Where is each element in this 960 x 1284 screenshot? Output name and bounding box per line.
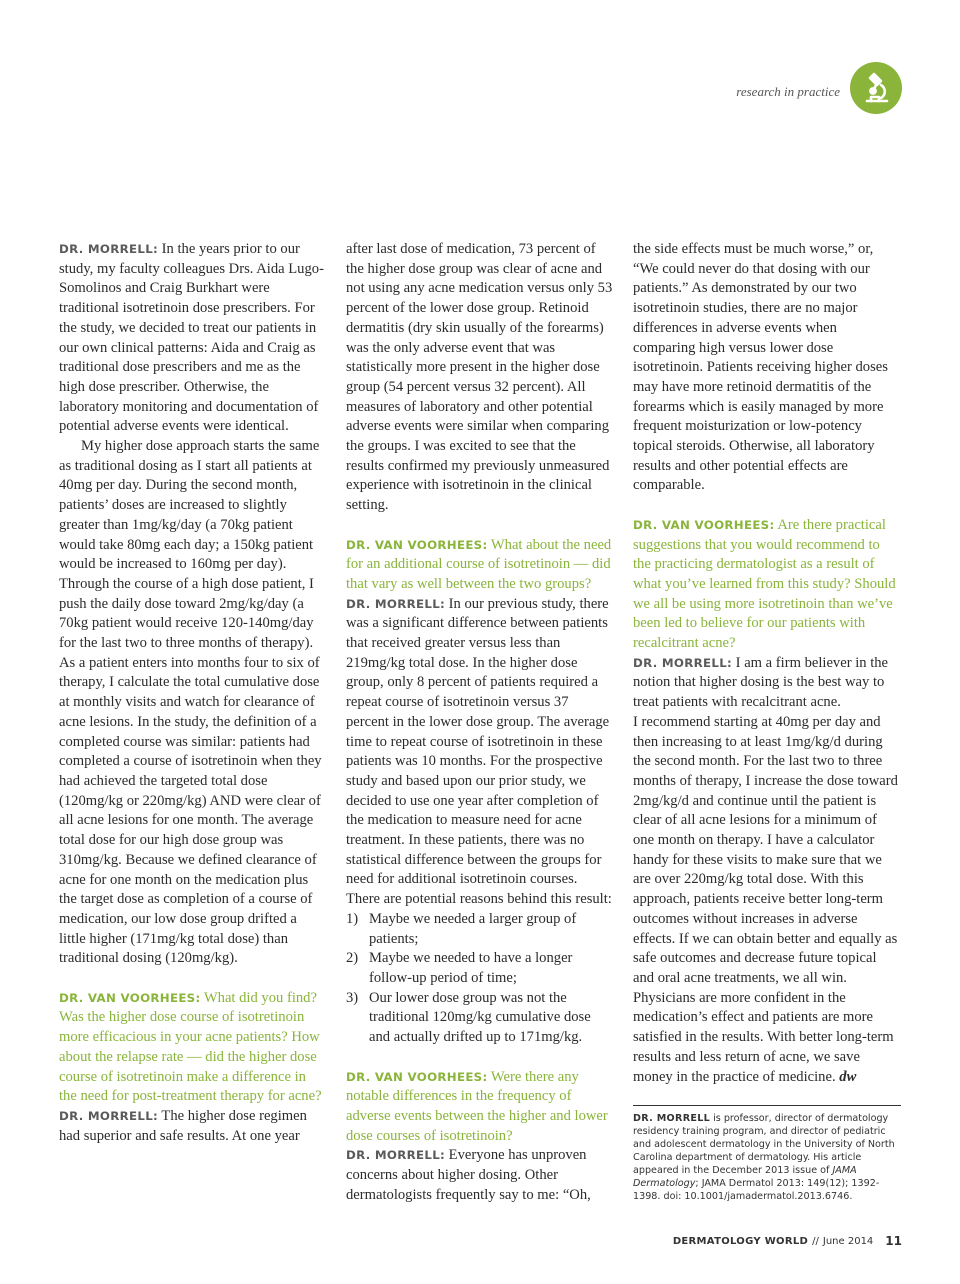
page-number: 11 [885,1234,902,1248]
list-item [346,989,614,1048]
bio-text: is professor, director of dermatology residency training program, and director of pediatric and adolescent dermatology in the University of North Carolina department of dermatology. His article appeared in the December 2013 issue of [633,1113,895,1177]
list-text: Maybe we needed to have a longer follow-up period of time; [369,950,573,986]
answer [346,1146,614,1205]
list-text: Maybe we needed a larger group of patients; [369,910,577,947]
speaker-label: DR. MORRELL: [633,655,733,670]
list-item [346,949,614,988]
column-3 [633,240,901,1203]
question [346,1068,614,1147]
page-header [736,62,902,114]
list-number: 1) [346,910,359,927]
speaker-label: DR. VAN VOORHEES: [59,990,201,1005]
question [59,989,327,1107]
answer-text: I am a firm believer in the notion that higher dosing is the best way to treat patients with recalcitrant acne. [633,654,889,711]
paragraph: My higher dose approach starts the same as traditional dosing as I start all patients at 40mg per day. During the second month, patients’ doses are increased to slightly greater than 1mg/kg/day (a 70kg patient would take 80mg each day; a 150kg patient would be increased to 160mg per day). Through the course of a high dose patient, I push the daily dose toward 2mg/kg/day (a 70kg patient would receive 120-140mg/day for the last two to three months of therapy). As a patient enters into months four to six of therapy, I calculate the total cumulative dose at monthly visits and watch for clearance of acne lesions. In the study, the definition of a completed course was similar: patients had completed a course of isotretinoin when they had achieved the targeted total dose (120mg/kg or 220mg/kg) AND were clear of all acne lesions for one month. The average total dose for our high dose group was 310mg/kg. Because we defined clearance of acne for one month on the medication plus the target dose as completion of a course of medication, our low dose group drifted a little higher (171mg/kg total dose) than traditional dosing (120mg/kg). [59,438,322,967]
magazine-name: DERMATOLOGY WORLD [672,1235,809,1247]
reasons-list [346,910,614,1048]
speaker-label: DR. MORRELL: [346,1148,446,1163]
answer [346,595,614,910]
bio-divider [633,1105,901,1106]
paragraph [633,713,901,1087]
footer-separator: // [812,1235,819,1247]
speaker-label: DR. VAN VOORHEES: [346,1069,488,1084]
column-1 [59,240,327,1146]
paragraph-text: In the years prior to our study, my faculty colleagues Drs. Aida Lugo-Somolinos and Craig Burkhart were traditional isotretinoin dose prescribers. For the study, we decided to treat our patients in our own clinical patterns: Aida and Craig as traditional dose prescribers and me as the high dose prescriber. Otherwise, the laboratory monitoring and documentation of potential adverse events were identical. [59,241,324,435]
question-text: What about the need for an additional course of isotretinoin — did that vary as well between the two groups? [346,536,612,592]
issue-date: June 2014 [822,1235,874,1247]
list-number: 3) [346,989,359,1006]
author-bio [633,1112,901,1203]
paragraph: the side effects must be much worse,” or, “We could never do that dosing with our patients.” As demonstrated by our two isotretinoin studies, there are no major differences in adverse events when comparing high versus lower dose isotretinoin. Patients receiving higher doses may have more retinoid dermatitis of the forearms which is easily managed by more frequent moisturization or low-potency topical steroids. Otherwise, all laboratory results and other potential effects are comparable. [633,241,888,494]
paragraph: after last dose of medication, 73 percent of the higher dose group was clear of acne and not using any acne medication versus only 53 percent of the lower dose group. Retinoid dermatitis (dry skin usually of the forearms) was the only adverse event that was statistically more present in the higher dose group (54 percent versus 32 percent). All measures of laboratory and other potential adverse events were similar when comparing the groups. I was excited to see that the results confirmed my previously unmeasured experience with isotretinoin in the clinical setting. [346,241,613,514]
list-item [346,910,614,949]
speaker-label: DR. MORRELL: [59,242,159,256]
speaker-label: DR. VAN VOORHEES: [633,517,775,532]
bio-citation: ; JAMA Dermatol 2013: 149(12); 1392-1398. doi: 10.1001/jamadermatol.2013.6746. [633,1178,880,1203]
answer-text: The higher dose regimen had superior and safe results. At one year [59,1107,307,1144]
question-text: Are there practical suggestions that you would recommend to the practicing dermatologist as a result of what you’ve learned from this study? Should we all be using more isotretinoin than we’ve been led to believe for our patients with recalcitrant acne? [633,516,896,652]
question-text: What did you find? Was the higher dose course of isotretinoin more efficacious in your acne patients? How about the relapse rate — did the higher dose course of isotretinoin make a difference in the need for post-treatment therapy for acne? [59,989,322,1105]
paragraph-text: I recommend starting at 40mg per day and then increasing to at least 1mg/kg/d during the second month. For the last two to three months of therapy, I increase the dose toward 2mg/kg/d and continue until the patient is clear of all acne lesions for a minimum of one month on therapy. I have a calculator handy for these visits to make sure that we are over 220mg/kg total dose. With this approach, patients receive better long-term outcomes without increases in adverse effects. If we can obtain better and equally as safe outcomes and decrease future topical and oral acne treatments, we all win. Physicians are more confident in the medication’s effect and patients are more satisfied in the results. With better long-term results and less return of acne, we save money in the practice of medicine. [633,713,898,1085]
bio-journal: JAMA Dermatology [633,1165,857,1190]
paragraph [59,240,327,437]
bio-name: DR. MORRELL [633,1113,711,1125]
speaker-label: DR. MORRELL: [59,1108,159,1123]
section-logo [850,62,902,114]
answer-text: Everyone has unproven concerns about higher dosing. Other dermatologists frequently say to me: “Oh, [346,1147,591,1203]
end-signature: dw [839,1068,857,1085]
answer [59,1107,327,1146]
list-text: Our lower dose group was not the traditional 120mg/kg cumulative dose and actually drifted up to 171mg/kg. [369,989,591,1046]
speaker-label: DR. VAN VOORHEES: [346,537,488,552]
microscope-icon [859,71,893,105]
answer [633,654,901,713]
section-label: research in practice [736,84,840,99]
page-footer [673,1234,902,1248]
question [346,536,614,595]
question [633,516,901,654]
question-text: Were there any notable differences in the frequency of adverse events between the higher and lower dose courses of isotretinoin? [346,1068,608,1144]
answer-text: In our previous study, there was a significant difference between patients that received greater versus less than 219mg/kg total dose. In the higher dose group, only 8 percent of patients required a repeat course of isotretinoin versus 37 percent in the lower dose group. The average time to repeat course of isotretinoin in these patients was 10 months. For the prospective study and based upon our prior study, we decided to use one year after completion of the medication to measure need for acne treatment. In these patients, there was no statistical difference between the groups for need for additional isotretinoin courses. There are potential reasons behind this result: [346,595,612,908]
speaker-label: DR. MORRELL: [346,596,446,611]
column-2 [346,240,614,1205]
list-number: 2) [346,950,359,967]
